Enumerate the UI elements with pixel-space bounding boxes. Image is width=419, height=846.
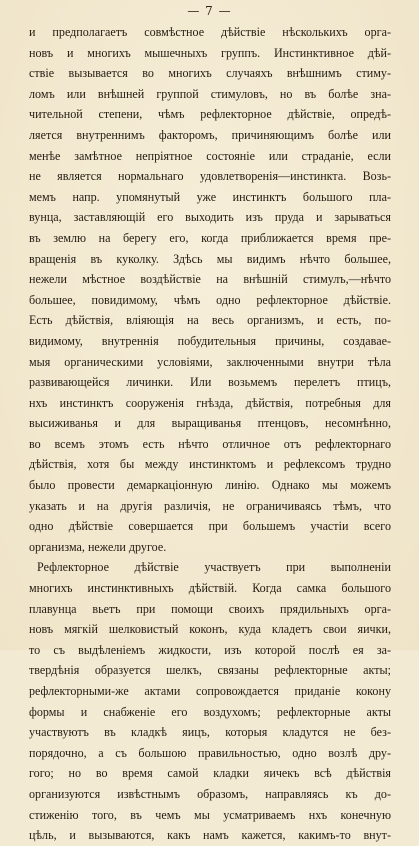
text-line: ляется внутреннимъ факторомъ, причиняющимъ болѣе или bbox=[29, 127, 391, 142]
text-line: и предполагаетъ совмѣстное дѣйствіе нѣсколькихъ орга- bbox=[29, 25, 391, 39]
text-line: плавунца вьетъ при помощи своихъ прядильныхъ орга- bbox=[29, 601, 391, 616]
text-line: видимому, внутреннія побудительныя причины, создавае- bbox=[29, 333, 391, 348]
text-line: ломъ или внѣшней группой стимуловъ, но въ болѣе зна- bbox=[29, 86, 391, 101]
paragraph-1 bbox=[29, 22, 391, 557]
text-line: вращенія въ куколку. Здѣсь мы видимъ нѣчто большее, bbox=[29, 251, 391, 266]
text-line: многихъ инстинктивныхъ дѣйствій. Когда самка большого bbox=[29, 581, 391, 596]
text-line: новъ мягкій шелковистый коконъ, куда кладетъ свои яички, bbox=[29, 622, 391, 637]
text-line: цѣль, и вызываются, какъ намъ кажется, какимъ-то внут- bbox=[29, 828, 391, 843]
text-line: чительной степени, чѣмъ рефлекторное дѣйствіе, опредѣ- bbox=[29, 107, 391, 122]
text-line: ствіе вызывается во многихъ случаяхъ внѣшнимъ стиму- bbox=[29, 66, 391, 81]
text-line: мемъ напр. упомянутый уже инстинктъ большого пла- bbox=[29, 189, 391, 204]
text-line: организуются извѣстнымъ образомъ, направляясь къ до- bbox=[29, 786, 391, 801]
text-line: указать и на другія различія, не ограничиваясь тѣмъ, что bbox=[29, 498, 391, 513]
text-line: нхъ инстинктъ сооруженія гнѣзда, дѣйствія, потребныя для bbox=[29, 395, 391, 410]
text-line: стиженію того, въ чемъ мы усматриваемъ нхъ конечную bbox=[29, 807, 391, 822]
text-line: то съ выдѣленіемъ жидкости, изъ которой послѣ ея за- bbox=[29, 642, 391, 657]
text-line: участвуютъ въ кладкѣ яицъ, которыя кладутся не без- bbox=[29, 725, 391, 740]
text-line: было провести демаркаціонную линію. Однако мы можемъ bbox=[29, 478, 391, 493]
text-line: нежели мѣстное воздѣйствіе на внѣшній стимулъ,—нѣчто bbox=[29, 272, 391, 287]
text-line: Есть дѣйствія, вліяющія на весь организмъ, и есть, по- bbox=[29, 313, 391, 328]
text-line: не является нормальнаго удовлетворенія—инстинкта. Возь- bbox=[29, 169, 391, 184]
text-line: твердѣнія образуется шелкъ, связаны рефлекторные акты; bbox=[29, 663, 391, 678]
text-line: мыя органическими условіями, заключенными внутри тѣла bbox=[29, 354, 391, 369]
text-line: менѣе замѣтное непріятное состояніе или страданіе, если bbox=[29, 148, 391, 163]
text-line: большее, повидимому, чѣмъ одно рефлекторное дѣйствіе. bbox=[29, 292, 391, 307]
text-line: гого; но во время самой кладки яичекъ всѣ дѣйствія bbox=[29, 766, 391, 781]
text-line: порядочно, а съ большою правильностью, одно возлѣ дру- bbox=[29, 745, 391, 760]
paragraph-2 bbox=[29, 557, 391, 845]
text-line: вунца, заставляющій его выходить изъ пруда и зарываться bbox=[29, 210, 391, 225]
text-line: въ землю на берегу его, когда приближается время пре- bbox=[29, 230, 391, 245]
text-line: формы и снабженіе его воздухомъ; рефлекторные акты bbox=[29, 704, 391, 719]
page-number: — 7 — bbox=[187, 4, 232, 18]
text-line: одно дѣйствіе совершается при большемъ участіи всего bbox=[29, 519, 391, 534]
text-line: дѣйствія, хотя бы между инстинктомъ и рефлексомъ трудно bbox=[29, 457, 391, 472]
text-line: во всемъ этомъ есть нѣчто отличное отъ рефлекторнаго bbox=[29, 436, 391, 451]
text-line: новъ и многихъ мышечныхъ группъ. Инстинктивное дѣй- bbox=[29, 45, 391, 60]
text-line: высиживанья и для выращиванья птенцовъ, несомнѣнно, bbox=[29, 416, 391, 431]
text-line: организма, нежели другое. bbox=[29, 539, 167, 554]
text-line: Рефлекторное дѣйствіе участвуетъ при выполненіи bbox=[37, 560, 391, 575]
text-line: развивающейся личинки. Или возьмемъ перелетъ птицъ, bbox=[29, 375, 391, 390]
text-line: рефлекторными-же актами сопровождается приданіе кокону bbox=[29, 684, 391, 698]
body-text bbox=[29, 22, 391, 846]
